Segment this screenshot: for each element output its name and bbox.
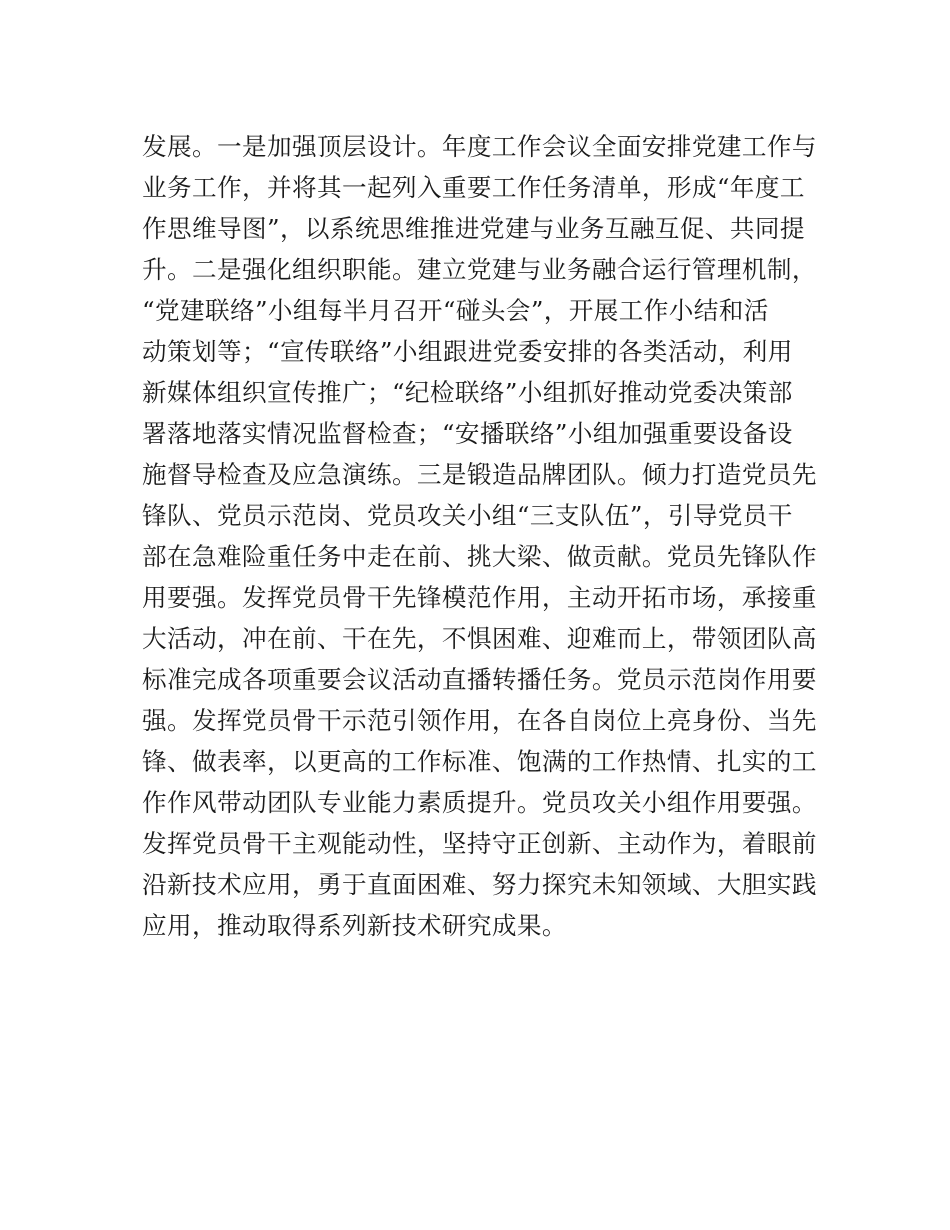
text-line-15: 强。发挥党员骨干示范引领作用，在各自岗位上亮身份、当先 xyxy=(142,706,817,735)
text-line-4: 升。二是强化组织职能。建立党建与业务融合运行管理机制， xyxy=(142,255,817,284)
text-line-1: 发展。一是加强顶层设计。年度工作会议全面安排党建工作与 xyxy=(142,132,817,161)
text-line-11: 部在急难险重任务中走在前、挑大梁、做贡献。党员先锋队作 xyxy=(142,542,817,571)
text-line-18: 发挥党员骨干主观能动性，坚持守正创新、主动作为，着眼前 xyxy=(142,829,817,858)
text-line-14: 标准完成各项重要会议活动直播转播任务。党员示范岗作用要 xyxy=(142,665,817,694)
text-line-13: 大活动，冲在前、干在先，不惧困难、迎难而上，带领团队高 xyxy=(142,624,817,653)
text-line-3: 作思维导图”，以系统思维推进党建与业务互融互促、共同提 xyxy=(142,214,805,243)
text-line-5: “党建联络”小组每半月召开“碰头会”，开展工作小结和活 xyxy=(142,296,769,325)
text-line-16: 锋、做表率，以更高的工作标准、饱满的工作热情、扎实的工 xyxy=(142,747,817,776)
text-line-9: 施督导检查及应急演练。三是锻造品牌团队。倾力打造党员先 xyxy=(142,460,817,489)
text-line-19: 沿新技术应用，勇于直面困难、努力探究未知领域、大胆实践 xyxy=(142,870,817,899)
text-line-17: 作作风带动团队专业能力素质提升。党员攻关小组作用要强。 xyxy=(142,788,817,817)
text-line-8: 署落地落实情况监督检查；“安播联络”小组加强重要设备设 xyxy=(142,419,793,448)
text-line-20: 应用，推动取得系列新技术研究成果。 xyxy=(142,911,567,940)
text-line-10: 锋队、党员示范岗、党员攻关小组“三支队伍”，引导党员干 xyxy=(142,501,793,530)
text-line-6: 动策划等；“宣传联络”小组跟进党委安排的各类活动，利用 xyxy=(142,337,793,366)
text-line-2: 业务工作，并将其一起列入重要工作任务清单，形成“年度工 xyxy=(142,173,805,202)
body-paragraph xyxy=(142,126,822,946)
text-line-12: 用要强。发挥党员骨干先锋模范作用，主动开拓市场，承接重 xyxy=(142,583,817,612)
text-line-7: 新媒体组织宣传推广；“纪检联络”小组抓好推动党委决策部 xyxy=(142,378,793,407)
